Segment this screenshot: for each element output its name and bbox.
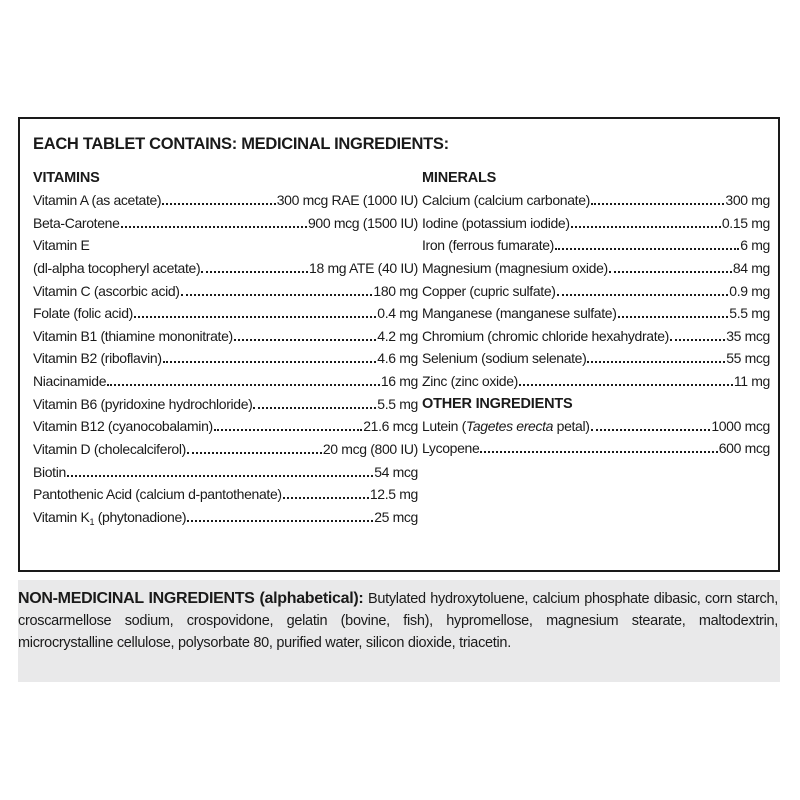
ingredient-amount: 0.4 mg <box>377 305 418 322</box>
ingredient-name: Niacinamide <box>33 373 107 390</box>
ingredient-amount: 300 mg <box>725 192 770 208</box>
ingredient-amount: 5.5 mg <box>377 395 418 412</box>
ingredient-amount: 11 mg <box>733 373 770 390</box>
ingredient-name: Pantothenic Acid (calcium d-pantothenate) <box>33 486 282 503</box>
dot-leader <box>121 226 307 228</box>
dot-leader <box>480 451 717 453</box>
ingredient-row <box>33 483 418 506</box>
dot-leader <box>187 452 322 454</box>
ingredient-amount: 18 mg ATE (40 IU) <box>309 259 418 276</box>
non-medicinal-label: NON-MEDICINAL INGREDIENTS (alphabetical): <box>18 590 364 607</box>
ingredient-name: Vitamin B1 (thiamine mononitrate) <box>33 327 233 344</box>
dot-leader <box>618 316 729 318</box>
ingredient-amount: 180 mg <box>373 282 418 299</box>
vitamins-column <box>33 167 418 529</box>
dot-leader <box>283 497 369 499</box>
ingredient-amount: 0.15 mg <box>721 214 770 231</box>
ingredient-amount: 1000 mcg <box>711 417 770 434</box>
ingredient-row <box>33 461 418 484</box>
ingredient-amount: 4.2 mg <box>377 327 418 344</box>
ingredient-amount: 25 mcg <box>374 508 418 525</box>
ingredient-amount: 6 mg <box>740 237 770 254</box>
ingredient-row <box>422 280 770 303</box>
ingredient-amount: 5.5 mg <box>729 305 770 322</box>
panel-heading: EACH TABLET CONTAINS: MEDICINAL INGREDIENTS: <box>33 135 449 153</box>
ingredient-row <box>422 415 770 438</box>
dot-leader <box>670 339 725 341</box>
ingredient-name: Vitamin C (ascorbic acid) <box>33 282 180 299</box>
ingredient-name: Beta-Carotene <box>33 214 120 231</box>
ingredient-row <box>422 370 770 393</box>
ingredient-amount: 300 mcg RAE (1000 IU) <box>276 192 418 208</box>
dot-leader <box>107 384 380 386</box>
ingredient-name: Biotin <box>33 463 66 480</box>
ingredient-name <box>422 415 590 438</box>
ingredient-row <box>33 347 418 370</box>
ingredient-name <box>33 506 186 534</box>
ingredient-name: Vitamin B12 (cyanocobalamin) <box>33 418 213 435</box>
vitamin-k-subscript: 1 <box>89 516 95 527</box>
ingredient-name: Zinc (zinc oxide) <box>422 373 518 390</box>
dot-leader <box>519 384 733 386</box>
ingredient-row <box>33 506 418 529</box>
dot-leader <box>162 203 275 205</box>
vitamin-k-source: (phytonadione) <box>94 508 187 525</box>
ingredient-amount: 55 mcg <box>726 350 770 367</box>
ingredient-row <box>422 189 770 212</box>
ingredient-row <box>422 325 770 348</box>
ingredient-row <box>33 302 418 325</box>
dot-leader <box>591 429 711 431</box>
ingredient-row <box>33 280 418 303</box>
ingredient-amount: 0.9 mg <box>729 282 770 299</box>
ingredient-row <box>422 257 770 280</box>
dot-leader <box>587 361 725 363</box>
lutein-name: Lutein ( <box>422 417 466 434</box>
ingredient-name: Iodine (potassium iodide) <box>422 214 570 231</box>
ingredient-amount: 600 mcg <box>718 440 770 457</box>
ingredient-row <box>33 212 418 235</box>
dot-leader <box>163 361 377 363</box>
dot-leader <box>187 520 373 522</box>
ingredient-row <box>33 257 418 280</box>
ingredient-name: Vitamin B6 (pyridoxine hydrochloride) <box>33 395 253 412</box>
dot-leader <box>214 429 362 431</box>
non-medicinal-list: Butylated hydroxytoluene, calcium phosphate dibasic, corn starch, croscarmellose sodium, crospovidone, gelatin (bovine, fish), hypromellose, magnesium stearate, maltodextrin, microcrystalline cellulose, polysorbate 80, purified water, silicon dioxide, triacetin. <box>18 591 779 651</box>
dot-leader <box>557 294 729 296</box>
ingredient-name: Selenium (sodium selenate) <box>422 350 587 367</box>
ingredient-name: Manganese (manganese sulfate) <box>422 305 617 322</box>
ingredient-amount: 4.6 mg <box>377 350 418 367</box>
ingredient-amount: 12.5 mg <box>369 486 418 503</box>
ingredient-amount: 16 mg <box>380 373 418 390</box>
ingredient-amount: 84 mg <box>732 259 770 276</box>
ingredient-row <box>422 302 770 325</box>
lutein-name-end: petal) <box>553 417 590 434</box>
vitamins-title: VITAMINS <box>33 170 100 186</box>
dot-leader <box>555 248 739 250</box>
dot-leader <box>609 271 732 273</box>
ingredient-amount: 21.6 mcg <box>363 418 418 435</box>
ingredient-name: Vitamin B2 (riboflavin) <box>33 350 162 367</box>
dot-leader <box>201 271 308 273</box>
ingredient-row <box>33 189 418 212</box>
ingredient-amount: 54 mcg <box>374 463 418 480</box>
dot-leader <box>234 339 376 341</box>
ingredient-name: Folate (folic acid) <box>33 305 133 322</box>
dot-leader <box>591 203 724 205</box>
ingredient-name: Lycopene <box>422 440 480 457</box>
ingredient-row <box>422 234 770 257</box>
dot-leader <box>134 316 376 318</box>
ingredient-row <box>422 347 770 370</box>
dot-leader <box>67 475 373 477</box>
vitamin-k-name: Vitamin K <box>33 508 90 525</box>
non-medicinal-ingredients <box>18 580 780 682</box>
minerals-column <box>422 167 770 460</box>
ingredient-name: Vitamin D (cholecalciferol) <box>33 441 186 458</box>
ingredient-name: Iron (ferrous fumarate) <box>422 237 554 254</box>
ingredient-name: Chromium (chromic chloride hexahydrate) <box>422 327 669 344</box>
ingredient-row <box>33 393 418 416</box>
dot-leader <box>571 226 721 228</box>
ingredient-name: Magnesium (magnesium oxide) <box>422 259 608 276</box>
ingredient-row <box>33 370 418 393</box>
ingredient-row <box>33 325 418 348</box>
ingredient-amount: 900 mcg (1500 IU) <box>308 214 418 231</box>
minerals-title: MINERALS <box>422 170 497 186</box>
ingredient-row <box>33 234 418 257</box>
ingredient-amount: 35 mcg <box>726 327 770 344</box>
ingredient-name: Calcium (calcium carbonate) <box>422 192 590 208</box>
other-ingredients-title: OTHER INGREDIENTS <box>422 395 573 412</box>
ingredient-row <box>33 438 418 461</box>
medicinal-ingredients-panel <box>18 117 780 572</box>
ingredient-row <box>422 212 770 235</box>
ingredient-name: Vitamin E <box>33 237 90 254</box>
lutein-source-italic: Tagetes erecta <box>465 417 554 434</box>
ingredient-name: Copper (cupric sulfate) <box>422 282 556 299</box>
ingredient-name: (dl-alpha tocopheryl acetate) <box>33 259 201 276</box>
ingredient-name: Vitamin A (as acetate) <box>33 192 162 208</box>
ingredient-row <box>422 437 770 460</box>
ingredient-row <box>33 415 418 438</box>
dot-leader <box>181 294 373 296</box>
ingredient-amount: 20 mcg (800 IU) <box>322 441 418 458</box>
dot-leader <box>253 407 376 409</box>
